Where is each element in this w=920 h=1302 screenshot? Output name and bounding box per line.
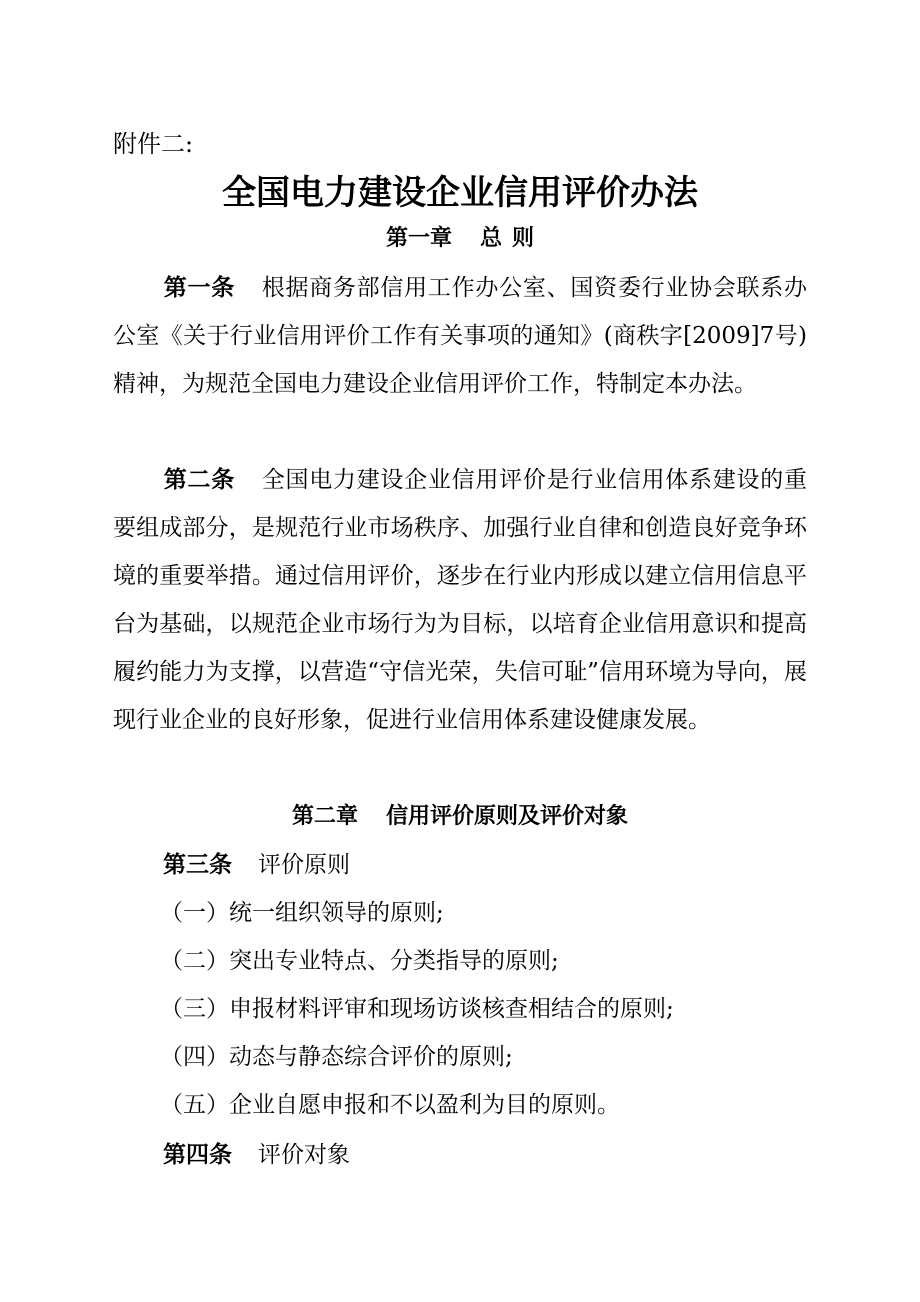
article-2-label: 第二条 xyxy=(163,467,235,493)
article-1-text: 根据商务部信用工作办公室、国资委行业协会联系办公室《关于行业信用评价工作有关事项的通知》(商秩字[2009]7号)精神，为规范全国电力建设企业信用评价工作，特制定本办法。 xyxy=(113,275,808,397)
chapter-1-label: 第一章 xyxy=(385,226,452,251)
attachment-label: 附件二: xyxy=(113,130,194,158)
article-1-paragraph xyxy=(113,264,807,408)
principle-item: （三）申报材料评审和现场访谈核查相结合的原则; xyxy=(160,996,674,1022)
document-title: 全国电力建设企业信用评价办法 xyxy=(222,173,698,213)
article-2-text: 全国电力建设企业信用评价是行业信用体系建设的重要组成部分，是规范行业市场秩序、加强行业自律和创造良好竞争环境的重要举措。通过信用评价，逐步在行业内形成以建立信用信息平台为基础，以规范企业市场行为为目标，以培育企业信用意识和提高履约能力为支撑，以营造“守信光荣，失信可耻”信用环境为导向，展现行业企业的良好形象，促进行业信用体系建设健康发展。 xyxy=(113,467,808,733)
article-3-text: 评价原则 xyxy=(258,852,350,878)
principle-item: （五）企业自愿申报和不以盈利为目的原则。 xyxy=(160,1092,620,1118)
chapter-1-heading xyxy=(0,222,920,256)
chapter-1-name: 总 xyxy=(479,226,502,251)
article-3-heading xyxy=(163,847,350,883)
chapter-1-name-2: 则 xyxy=(512,226,535,251)
principle-item: （一）统一组织领导的原则; xyxy=(160,900,444,926)
principle-item: （四）动态与静态综合评价的原则; xyxy=(160,1044,513,1070)
article-4-text: 评价对象 xyxy=(258,1142,350,1168)
principle-item: （二）突出专业特点、分类指导的原则; xyxy=(160,948,559,974)
article-2-paragraph xyxy=(113,456,807,744)
article-1-label: 第一条 xyxy=(163,275,235,301)
chapter-2-heading xyxy=(0,800,920,834)
chapter-2-name: 信用评价原则及评价对象 xyxy=(386,804,629,829)
chapter-2-label: 第二章 xyxy=(291,804,358,829)
article-4-label: 第四条 xyxy=(163,1142,232,1168)
article-3-label: 第三条 xyxy=(163,852,232,878)
article-4-heading xyxy=(163,1137,350,1173)
